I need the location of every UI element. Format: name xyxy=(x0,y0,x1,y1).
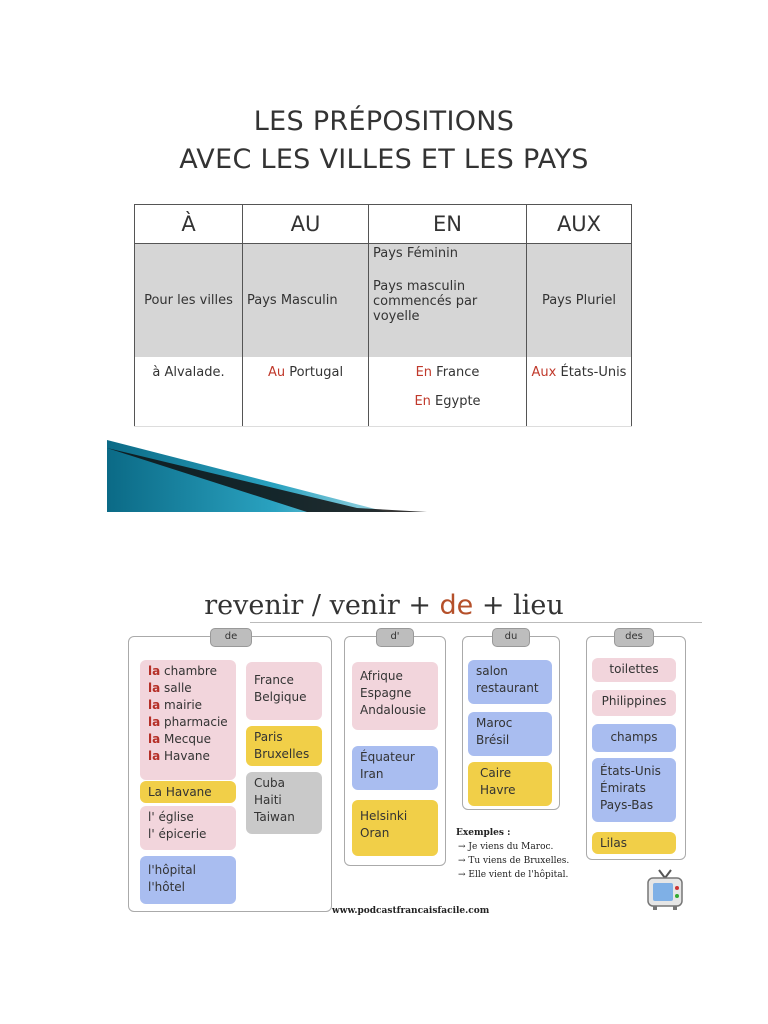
slide1-title-line1: LES PRÉPOSITIONS xyxy=(253,106,515,137)
example-en2-rest: Egypte xyxy=(430,394,481,409)
des-toilettes-box: toilettes xyxy=(592,658,676,682)
list-item: la Havane xyxy=(148,749,210,763)
tv-icon xyxy=(645,866,685,912)
slide-swoosh-decoration xyxy=(107,440,437,512)
d-yellow-box xyxy=(352,800,438,856)
de-h-box xyxy=(140,856,236,904)
list-item: Oran xyxy=(360,826,390,840)
list-item: Iran xyxy=(360,767,384,781)
des-philippines-box: Philippines xyxy=(592,690,676,716)
list-item: Taiwan xyxy=(254,810,295,824)
tag-du: du xyxy=(492,628,530,647)
example-line: → Elle vient de l'hôpital. xyxy=(458,870,569,880)
header-au: AU xyxy=(243,205,369,244)
de-countries-box xyxy=(246,662,322,720)
list-item: l' église xyxy=(148,810,194,824)
list-item: Maroc xyxy=(476,716,513,730)
title-underline xyxy=(250,622,702,623)
example-aux-prep: Aux xyxy=(531,365,557,380)
tag-d: d' xyxy=(376,628,414,647)
list-item: Espagne xyxy=(360,686,412,700)
de-islands-box xyxy=(246,772,322,834)
desc-en-feminin: Pays Féminin xyxy=(373,246,458,261)
example-aux xyxy=(527,357,632,427)
list-item: l'hôtel xyxy=(148,880,186,894)
des-lilas-box: Lilas xyxy=(592,832,676,854)
d-blue-box xyxy=(352,746,438,790)
list-item: Havre xyxy=(480,783,516,797)
header-a: À xyxy=(135,205,243,244)
desc-a: Pour les villes xyxy=(135,244,243,358)
prepositions-table xyxy=(134,204,632,427)
list-item: la mairie xyxy=(148,698,203,712)
list-item: la salle xyxy=(148,681,192,695)
header-aux: AUX xyxy=(527,205,632,244)
slide1-title-line2: AVEC LES VILLES ET LES PAYS xyxy=(179,144,589,175)
list-item: Afrique xyxy=(360,669,403,683)
example-line: → Je viens du Maroc. xyxy=(458,842,554,852)
des-blue-box xyxy=(592,758,676,822)
de-l-box xyxy=(140,806,236,850)
example-en1-prep: En xyxy=(415,365,433,380)
example-au-prep: Au xyxy=(267,365,286,380)
list-item: Paris xyxy=(254,730,283,744)
list-item: France xyxy=(254,673,294,687)
header-en: EN xyxy=(369,205,527,244)
list-item: Pays-Bas xyxy=(600,798,654,812)
list-item: Cuba xyxy=(254,776,285,790)
example-au xyxy=(243,357,369,427)
examples-heading: Exemples : xyxy=(456,828,511,838)
example-aux-rest: États-Unis xyxy=(556,365,627,380)
list-item: Andalousie xyxy=(360,703,427,717)
d-pink-box xyxy=(352,662,438,730)
de-cities-box xyxy=(246,726,322,766)
example-en2-prep: En xyxy=(414,394,431,409)
examples-block xyxy=(456,826,569,882)
du-yellow-box xyxy=(468,762,552,806)
des-champs-box: champs xyxy=(592,724,676,752)
slide2-title-de: de xyxy=(439,590,474,621)
list-item: la chambre xyxy=(148,664,217,678)
website-url: www.podcastfrancaisfacile.com xyxy=(332,906,490,916)
list-item: Bruxelles xyxy=(254,747,310,761)
slide2-title-part1: revenir / venir + xyxy=(204,590,440,621)
list-item: Belgique xyxy=(254,690,307,704)
list-item: la Mecque xyxy=(148,732,211,746)
list-item: Équateur xyxy=(360,750,415,764)
slide2-title-part2: + lieu xyxy=(473,590,564,621)
list-item: l' épicerie xyxy=(148,827,207,841)
example-en1-rest: France xyxy=(432,365,480,380)
list-item: l'hôpital xyxy=(148,863,196,877)
list-item: Brésil xyxy=(476,733,510,747)
example-a: à Alvalade. xyxy=(135,357,243,427)
list-item: la pharmacie xyxy=(148,715,228,729)
list-item: États-Unis xyxy=(600,764,661,778)
table-example-row xyxy=(135,357,632,427)
slide2-title xyxy=(0,590,768,621)
desc-en-masculin: Pays masculin commencés par voyelle xyxy=(373,279,478,324)
desc-aux: Pays Pluriel xyxy=(527,244,632,358)
list-item: restaurant xyxy=(476,681,539,695)
tag-des: des xyxy=(614,628,654,647)
example-en xyxy=(369,357,527,427)
du-blue-box-2 xyxy=(468,712,552,756)
list-item: Haiti xyxy=(254,793,282,807)
du-blue-box-1 xyxy=(468,660,552,704)
desc-en xyxy=(369,244,527,358)
list-item: Caire xyxy=(480,766,512,780)
de-la-havane-box: La Havane xyxy=(140,781,236,803)
de-la-box xyxy=(140,660,236,780)
table-header-row xyxy=(135,205,632,244)
desc-au: Pays Masculin xyxy=(243,244,369,358)
list-item: salon xyxy=(476,664,508,678)
example-line: → Tu viens de Bruxelles. xyxy=(458,856,570,866)
tag-de: de xyxy=(210,628,252,647)
table-description-row xyxy=(135,244,632,358)
list-item: Émirats xyxy=(600,781,646,795)
example-au-rest: Portugal xyxy=(285,365,344,380)
list-item: Helsinki xyxy=(360,809,408,823)
